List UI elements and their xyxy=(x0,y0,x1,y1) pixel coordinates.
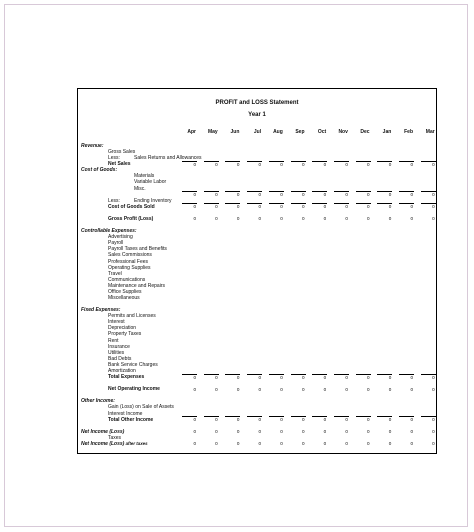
value-cell: 0 xyxy=(280,204,283,210)
profit-loss-sheet xyxy=(77,88,437,454)
month-header-sep: Sep xyxy=(295,129,305,135)
row-label-bank-service-charges: Bank Service Charges xyxy=(108,361,158,368)
row-label-permits-and-licenses: Permits and Licenses xyxy=(108,313,156,320)
value-cell: 0 xyxy=(388,417,392,423)
row-label-variable-labor: Variable Labor xyxy=(134,179,167,186)
value-cell: 0 xyxy=(215,216,218,222)
value-cell: 0 xyxy=(410,216,413,222)
value-cell: 0 xyxy=(258,161,262,167)
value-cell: 0 xyxy=(258,192,262,198)
value-cell: 0 xyxy=(432,161,435,167)
value-cell: 0 xyxy=(193,417,196,423)
row-label-insurance: Insurance xyxy=(108,343,130,350)
row-label-cost-of-goods-sold: Cost of Goods Sold xyxy=(108,203,155,210)
row-label-office-supplies: Office Supplies xyxy=(108,288,142,295)
value-cell: 0 xyxy=(432,216,435,222)
value-cell: 0 xyxy=(323,441,327,447)
value-cell: 0 xyxy=(236,417,240,423)
value-cell: 0 xyxy=(388,429,392,435)
value-cell: 0 xyxy=(410,429,413,435)
value-cell: 0 xyxy=(258,204,262,210)
row-label-gross-sales: Gross Sales xyxy=(108,149,136,156)
value-cell: 0 xyxy=(236,204,240,210)
row-label-payroll: Payroll xyxy=(108,240,124,247)
row-label-less: Less: xyxy=(108,197,120,204)
value-cell: 0 xyxy=(388,204,392,210)
value-cell: 0 xyxy=(323,429,327,435)
value-cell: 0 xyxy=(301,374,305,380)
value-cell: 0 xyxy=(323,161,327,167)
row-label-net-income-loss: Net Income (Loss) xyxy=(81,428,125,435)
row-label-miscellaneous: Miscellaneous xyxy=(108,295,140,301)
value-cell: 0 xyxy=(345,161,348,167)
value-cell: 0 xyxy=(215,204,218,210)
value-cell: 0 xyxy=(345,192,348,198)
value-cell: 0 xyxy=(410,204,413,210)
row-label-payroll-taxes-and-benefits: Payroll Taxes and Benefits xyxy=(108,246,167,253)
value-cell: 0 xyxy=(345,216,348,222)
row-label-maintenance-and-repairs: Maintenance and Repairs xyxy=(108,282,165,289)
value-cell: 0 xyxy=(410,161,413,167)
row-label-net-sales: Net Sales xyxy=(108,161,131,168)
value-cell: 0 xyxy=(410,192,413,198)
value-cell: 0 xyxy=(301,216,305,222)
value-cell: 0 xyxy=(258,417,262,423)
value-cell: 0 xyxy=(280,386,283,392)
row-label-net-operating-income: Net Operating Income xyxy=(108,386,160,393)
row-label-operating-supplies: Operating Supplies xyxy=(108,264,151,271)
value-cell: 0 xyxy=(215,417,218,423)
month-header-jul: Jul xyxy=(253,129,262,135)
value-cell: 0 xyxy=(345,204,348,210)
value-cell: 0 xyxy=(215,192,218,198)
value-cell: 0 xyxy=(388,192,392,198)
value-cell: 0 xyxy=(236,192,240,198)
value-cell: 0 xyxy=(301,192,305,198)
value-cell: 0 xyxy=(323,417,327,423)
row-label-bad-debts: Bad Debts xyxy=(108,355,132,362)
value-cell: 0 xyxy=(193,216,196,222)
value-cell: 0 xyxy=(301,417,305,423)
row-label-taxes: Taxes xyxy=(108,434,122,441)
value-cell: 0 xyxy=(236,161,240,167)
value-cell: 0 xyxy=(280,429,283,435)
row-label-depreciation: Depreciation xyxy=(108,325,137,332)
value-cell: 0 xyxy=(432,374,435,380)
value-cell: 0 xyxy=(236,386,240,392)
row-label-utilities: Utilities xyxy=(108,349,125,356)
value-cell: 0 xyxy=(193,441,196,447)
value-cell: 0 xyxy=(193,386,196,392)
value-cell: 0 xyxy=(410,417,413,423)
value-cell: 0 xyxy=(345,386,348,392)
row-label-gain-loss-on-sale-of-assets: Gain (Loss) on Sale of Assets xyxy=(108,404,174,411)
month-header-feb: Feb xyxy=(404,129,413,135)
value-cell: 0 xyxy=(345,417,348,423)
value-cell: 0 xyxy=(280,441,283,447)
value-cell: 0 xyxy=(280,216,283,222)
value-cell: 0 xyxy=(432,441,435,447)
month-header-jan: Jan xyxy=(382,129,392,135)
value-cell: 0 xyxy=(258,429,262,435)
value-cell: 0 xyxy=(215,429,218,435)
month-header-mar: Mar xyxy=(425,129,435,135)
value-cell: 0 xyxy=(193,161,196,167)
value-cell: 0 xyxy=(432,386,435,392)
value-cell: 0 xyxy=(215,161,218,167)
row-label-total-other-income: Total Other Income xyxy=(108,416,154,423)
value-cell: 0 xyxy=(215,386,218,392)
row-label-materials: Materials xyxy=(134,173,155,180)
value-cell: 0 xyxy=(323,216,327,222)
row-label-property-taxes: Property Taxes xyxy=(108,331,142,338)
value-cell: 0 xyxy=(367,204,370,210)
statement-title: PROFIT and LOSS Statement xyxy=(215,100,299,106)
row-sublabel: Sales Returns and Allowances xyxy=(134,155,202,162)
value-cell: 0 xyxy=(367,192,370,198)
row-label-total-expenses: Total Expenses xyxy=(108,374,145,381)
row-label-net-income-loss: Net Income (Loss) after taxes xyxy=(81,440,148,447)
value-cell: 0 xyxy=(323,374,327,380)
row-label-rent: Rent xyxy=(108,337,119,344)
row-label-misc: Misc. xyxy=(134,185,146,192)
month-header-jun: Jun xyxy=(230,129,240,135)
value-cell: 0 xyxy=(236,216,240,222)
row-label-travel: Travel xyxy=(108,270,122,277)
value-cell: 0 xyxy=(345,441,348,447)
value-cell: 0 xyxy=(215,441,218,447)
value-cell: 0 xyxy=(388,374,392,380)
row-label-revenue: Revenue: xyxy=(81,143,104,149)
row-label-gross-profit-loss: Gross Profit (Loss) xyxy=(108,215,154,222)
value-cell: 0 xyxy=(301,386,305,392)
value-cell: 0 xyxy=(367,441,370,447)
row-label-professional-fees: Professional Fees xyxy=(108,258,149,265)
value-cell: 0 xyxy=(388,161,392,167)
month-header-apr: Apr xyxy=(187,129,196,135)
value-cell: 0 xyxy=(323,204,327,210)
value-cell: 0 xyxy=(388,441,392,447)
value-cell: 0 xyxy=(388,216,392,222)
value-cell: 0 xyxy=(280,161,283,167)
value-cell: 0 xyxy=(345,374,348,380)
month-header-oct: Oct xyxy=(317,129,327,135)
value-cell: 0 xyxy=(236,429,240,435)
month-header-nov: Nov xyxy=(338,129,348,135)
value-cell: 0 xyxy=(258,441,262,447)
value-cell: 0 xyxy=(388,386,392,392)
value-cell: 0 xyxy=(323,192,327,198)
value-cell: 0 xyxy=(215,374,218,380)
value-cell: 0 xyxy=(367,374,370,380)
value-cell: 0 xyxy=(301,204,305,210)
statement-year: Year 1 xyxy=(248,112,266,118)
value-cell: 0 xyxy=(432,204,435,210)
value-cell: 0 xyxy=(367,429,370,435)
value-cell: 0 xyxy=(410,441,413,447)
value-cell: 0 xyxy=(345,429,348,435)
row-label-less: Less: xyxy=(108,155,120,162)
row-label-fixed-expenses: Fixed Expenses: xyxy=(81,307,121,314)
value-cell: 0 xyxy=(367,161,370,167)
value-cell: 0 xyxy=(193,204,196,210)
row-label-suffix: after taxes xyxy=(124,440,148,446)
value-cell: 0 xyxy=(193,192,196,198)
value-cell: 0 xyxy=(432,192,435,198)
row-label-amortization: Amortization xyxy=(108,367,136,374)
row-label-cost-of-goods: Cost of Goods: xyxy=(81,167,118,174)
row-sublabel: Ending Inventory xyxy=(134,197,172,204)
value-cell: 0 xyxy=(258,386,262,392)
value-cell: 0 xyxy=(301,161,305,167)
value-cell: 0 xyxy=(236,441,240,447)
value-cell: 0 xyxy=(432,417,435,423)
value-cell: 0 xyxy=(258,216,262,222)
value-cell: 0 xyxy=(410,386,413,392)
value-cell: 0 xyxy=(280,192,283,198)
row-label-other-income: Other Income: xyxy=(81,398,115,405)
value-cell: 0 xyxy=(258,374,262,380)
month-header-dec: Dec xyxy=(360,129,370,135)
value-cell: 0 xyxy=(301,441,305,447)
value-cell: 0 xyxy=(410,374,413,380)
row-label-communications: Communications xyxy=(108,276,146,283)
value-cell: 0 xyxy=(193,429,196,435)
month-header-aug: Aug xyxy=(273,129,283,135)
value-cell: 0 xyxy=(280,417,283,423)
month-header-may: May xyxy=(207,129,218,135)
value-cell: 0 xyxy=(323,386,327,392)
value-cell: 0 xyxy=(301,429,305,435)
row-label-sales-commissions: Sales Commissions xyxy=(108,252,152,259)
row-label-advertising: Advertising xyxy=(108,234,133,241)
value-cell: 0 xyxy=(367,417,370,423)
row-label-controllable-expenses: Controllable Expenses: xyxy=(81,228,137,235)
row-label-interest: Interest xyxy=(108,319,125,326)
value-cell: 0 xyxy=(280,374,283,380)
row-label-interest-income: Interest Income xyxy=(108,410,143,417)
value-cell: 0 xyxy=(193,374,196,380)
value-cell: 0 xyxy=(367,216,370,222)
value-cell: 0 xyxy=(236,374,240,380)
page-frame xyxy=(4,4,468,527)
value-cell: 0 xyxy=(367,386,370,392)
value-cell: 0 xyxy=(432,429,435,435)
